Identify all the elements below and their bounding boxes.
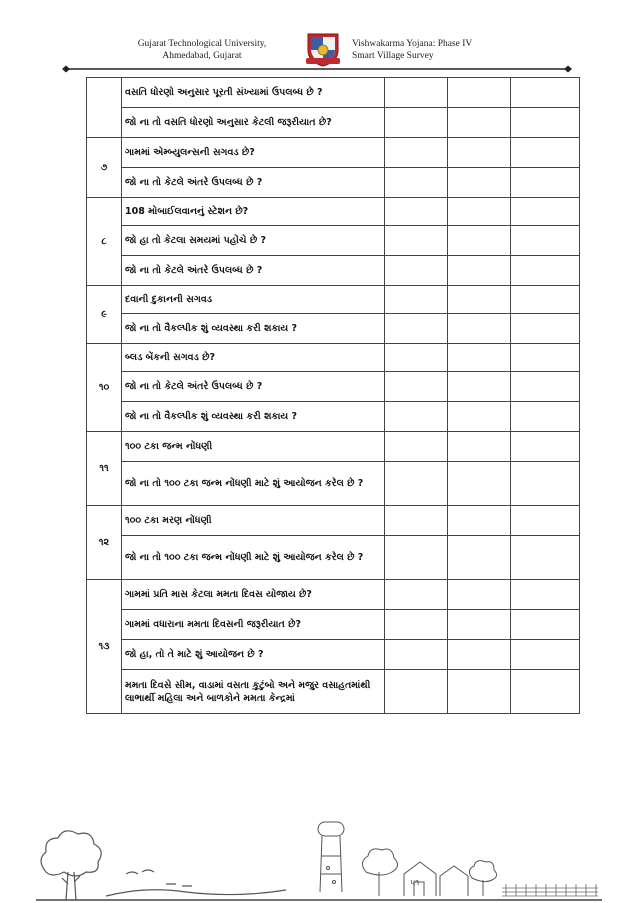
answer-cell[interactable]	[511, 226, 580, 256]
table-row	[87, 198, 580, 226]
answer-cell[interactable]	[385, 462, 448, 506]
question-cell: દવાની દુકાનની સગવડ	[122, 286, 385, 314]
table-row	[87, 314, 580, 344]
answer-cell[interactable]	[511, 580, 580, 610]
answer-cell[interactable]	[448, 78, 511, 108]
item-number: ૭	[87, 138, 122, 198]
answer-cell[interactable]	[511, 462, 580, 506]
header-project	[352, 38, 552, 62]
question-cell: મમતા દિવસે સીમ, વાડામાં વસતા કુટુંબો અને મજુર વસાહતમાંથી લાભાર્થી મહિલા અને બાળકોને મમતા કેન્દ્રમાં	[122, 670, 385, 714]
answer-cell[interactable]	[511, 198, 580, 226]
question-cell: વસતિ ધોરણો અનુસાર પૂરતી સંખ્યામાં ઉપલબ્ધ છે ?	[122, 78, 385, 108]
answer-cell[interactable]	[511, 286, 580, 314]
item-number: ૧૧	[87, 432, 122, 506]
table-row	[87, 640, 580, 670]
table-row	[87, 78, 580, 108]
answer-cell[interactable]	[511, 344, 580, 372]
page-header	[0, 0, 638, 80]
item-number: ૯	[87, 286, 122, 344]
table-row	[87, 432, 580, 462]
header-divider	[62, 65, 572, 73]
answer-cell[interactable]	[511, 536, 580, 580]
answer-cell[interactable]	[448, 462, 511, 506]
answer-cell[interactable]	[448, 226, 511, 256]
question-cell: ગામમાં વધારાના મમતા દિવસની જરૂરીયાત છે?	[122, 610, 385, 640]
question-cell: જો ના તો કેટલે અંતરે ઉપલબ્ધ છે ?	[122, 256, 385, 286]
item-number: ૮	[87, 198, 122, 286]
table-row	[87, 226, 580, 256]
question-cell: જો ના તો ૧૦૦ ટકા જન્મ નોંધણી માટે શું આયોજન કરેલ છે ?	[122, 536, 385, 580]
answer-cell[interactable]	[385, 344, 448, 372]
answer-cell[interactable]	[448, 344, 511, 372]
answer-cell[interactable]	[448, 314, 511, 344]
answer-cell[interactable]	[511, 372, 580, 402]
answer-cell[interactable]	[385, 198, 448, 226]
header-survey-name: Smart Village Survey	[352, 51, 434, 61]
answer-cell[interactable]	[385, 108, 448, 138]
question-cell: જો ના તો ૧૦૦ ટકા જન્મ નોંધણી માટે શું આયોજન કરેલ છે ?	[122, 462, 385, 506]
answer-cell[interactable]	[448, 138, 511, 168]
question-cell: જો હા, તો તે માટે શું આયોજન છે ?	[122, 640, 385, 670]
question-cell: બ્લડ બેંકની સગવડ છે?	[122, 344, 385, 372]
answer-cell[interactable]	[385, 78, 448, 108]
answer-cell[interactable]	[448, 640, 511, 670]
header-project-name: Vishwakarma Yojana: Phase IV	[352, 39, 473, 49]
answer-cell[interactable]	[511, 402, 580, 432]
answer-cell[interactable]	[385, 536, 448, 580]
answer-cell[interactable]	[385, 506, 448, 536]
table-row	[87, 506, 580, 536]
answer-cell[interactable]	[385, 610, 448, 640]
question-cell: જો ના તો વૈકલ્પીક શું વ્યવસ્થા કરી શકાય ?	[122, 314, 385, 344]
question-cell: જો ના તો વસતિ ધોરણો અનુસાર કેટલી જરૂરીયાત છે?	[122, 108, 385, 138]
answer-cell[interactable]	[511, 506, 580, 536]
answer-cell[interactable]	[385, 314, 448, 344]
answer-cell[interactable]	[385, 138, 448, 168]
answer-cell[interactable]	[385, 640, 448, 670]
question-cell: જો ના તો કેટલે અંતરે ઉપલબ્ધ છે ?	[122, 168, 385, 198]
answer-cell[interactable]	[448, 506, 511, 536]
page-number: ૫૧	[410, 878, 420, 887]
table-row	[87, 372, 580, 402]
question-cell: જો હા તો કેટલા સમયમાં પહોંચે છે ?	[122, 226, 385, 256]
answer-cell[interactable]	[385, 168, 448, 198]
header-university	[112, 38, 292, 62]
answer-cell[interactable]	[448, 168, 511, 198]
item-number	[87, 78, 122, 138]
answer-cell[interactable]	[511, 432, 580, 462]
table-row	[87, 402, 580, 432]
item-number: ૧૦	[87, 344, 122, 432]
answer-cell[interactable]	[448, 372, 511, 402]
answer-cell[interactable]	[511, 138, 580, 168]
header-university-city: Ahmedabad, Gujarat	[162, 51, 242, 61]
table-row	[87, 610, 580, 640]
answer-cell[interactable]	[385, 286, 448, 314]
answer-cell[interactable]	[385, 372, 448, 402]
answer-cell[interactable]	[448, 286, 511, 314]
answer-cell[interactable]	[511, 610, 580, 640]
question-cell: જો ના તો વૈકલ્પીક શું વ્યવસ્થા કરી શકાય ?	[122, 402, 385, 432]
answer-cell[interactable]	[385, 670, 448, 714]
table-row	[87, 138, 580, 168]
question-cell: ૧૦૦ ટકા મરણ નોંધણી	[122, 506, 385, 536]
answer-cell[interactable]	[511, 256, 580, 286]
answer-cell[interactable]	[448, 402, 511, 432]
table-row	[87, 580, 580, 610]
table-row	[87, 168, 580, 198]
answer-cell[interactable]	[511, 314, 580, 344]
answer-cell[interactable]	[385, 432, 448, 462]
answer-cell[interactable]	[448, 108, 511, 138]
table-row	[87, 108, 580, 138]
question-cell: જો ના તો કેટલે અંતરે ઉપલબ્ધ છે ?	[122, 372, 385, 402]
gtu-logo-icon	[303, 30, 343, 68]
question-cell: ગામમાં પ્રતિ માસ કેટલા મમતા દિવસ યોજાય છે?	[122, 580, 385, 610]
answer-cell[interactable]	[385, 256, 448, 286]
question-cell: 108 મોબાઈલવાનનું સ્ટેશન છે?	[122, 198, 385, 226]
survey-table	[86, 77, 580, 714]
answer-cell[interactable]	[448, 256, 511, 286]
table-row	[87, 344, 580, 372]
answer-cell[interactable]	[385, 402, 448, 432]
table-row	[87, 462, 580, 506]
item-number: ૧૩	[87, 580, 122, 714]
answer-cell[interactable]	[448, 432, 511, 462]
answer-cell[interactable]	[511, 670, 580, 714]
table-row	[87, 536, 580, 580]
item-number: ૧૨	[87, 506, 122, 580]
header-university-name: Gujarat Technological University,	[137, 39, 267, 49]
table-row	[87, 286, 580, 314]
answer-cell[interactable]	[448, 536, 511, 580]
table-row	[87, 256, 580, 286]
question-cell: ૧૦૦ ટકા જન્મ નોંધણી	[122, 432, 385, 462]
answer-cell[interactable]	[448, 580, 511, 610]
answer-cell[interactable]	[448, 198, 511, 226]
answer-cell[interactable]	[511, 108, 580, 138]
table-row	[87, 670, 580, 714]
answer-cell[interactable]	[448, 610, 511, 640]
answer-cell[interactable]	[511, 78, 580, 108]
answer-cell[interactable]	[511, 640, 580, 670]
question-cell: ગામમાં એમ્બ્યુલન્સની સગવડ છે?	[122, 138, 385, 168]
answer-cell[interactable]	[448, 670, 511, 714]
answer-cell[interactable]	[511, 168, 580, 198]
answer-cell[interactable]	[385, 226, 448, 256]
village-landscape-illustration	[36, 812, 602, 902]
answer-cell[interactable]	[385, 580, 448, 610]
